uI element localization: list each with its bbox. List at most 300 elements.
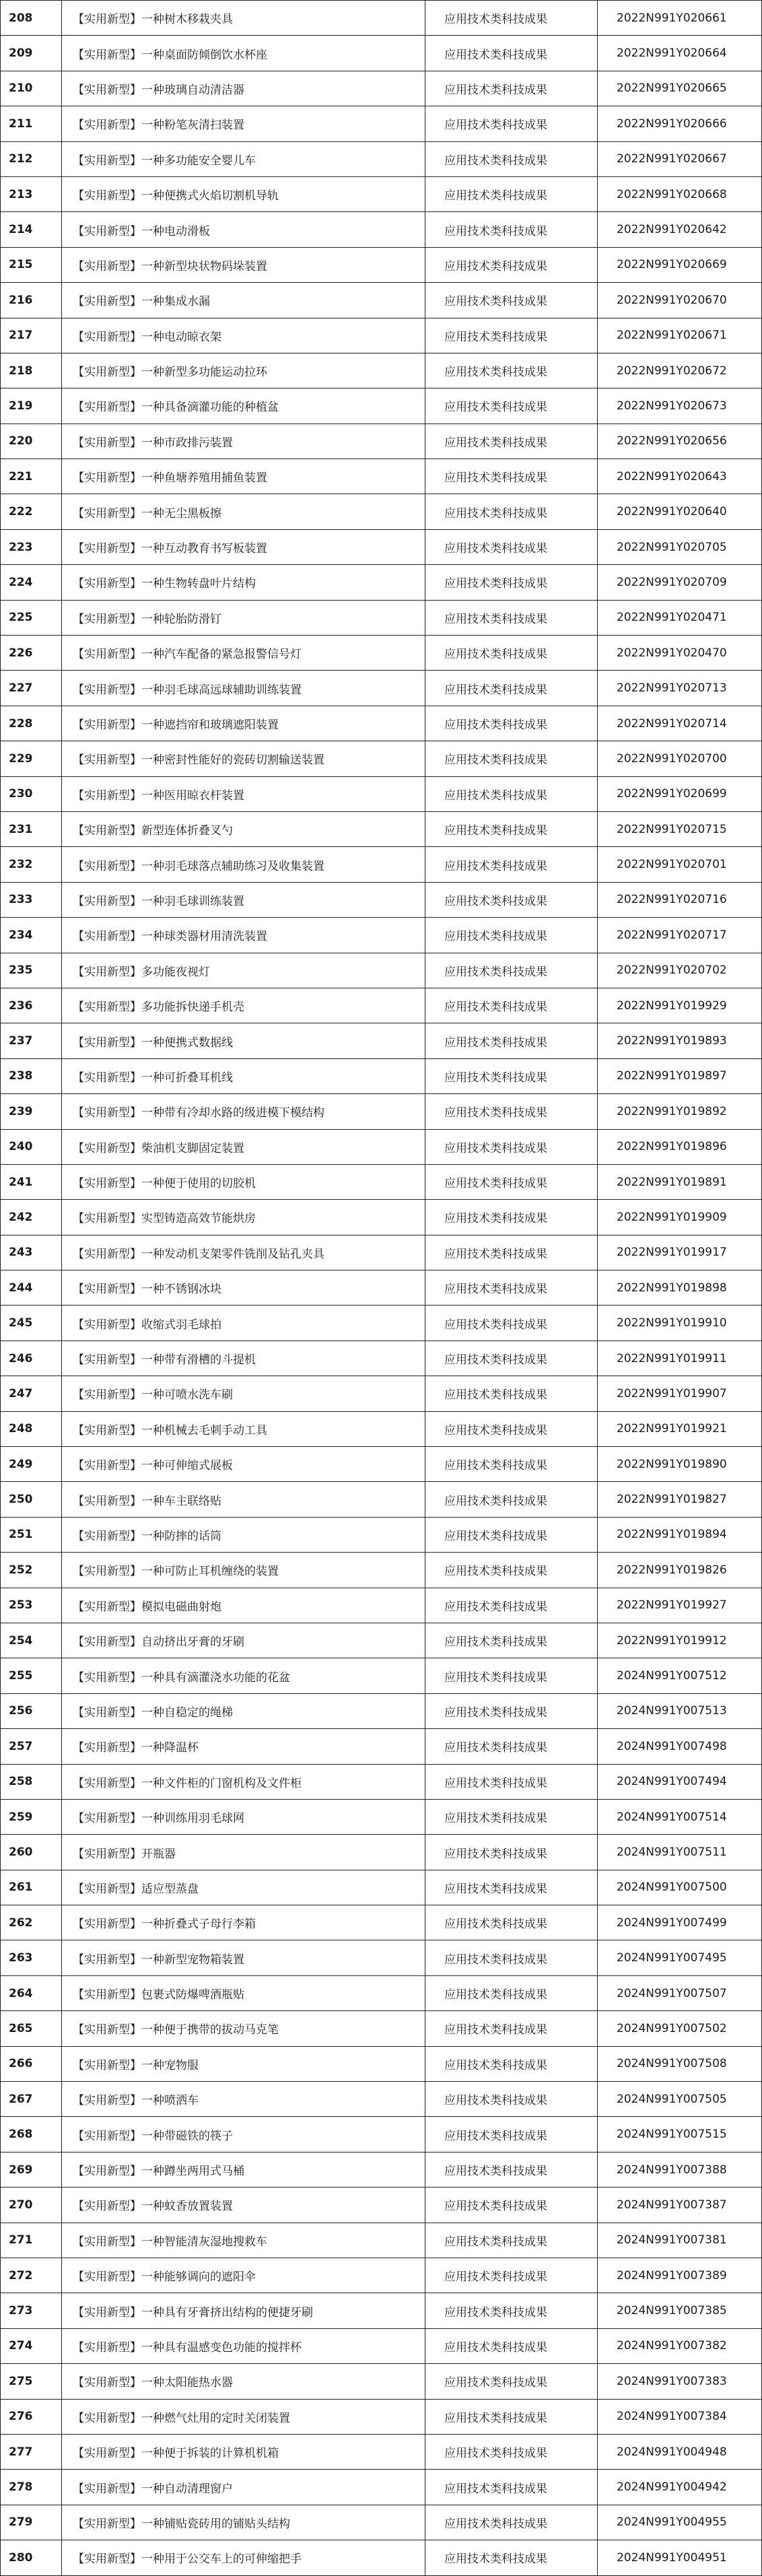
item-name-cell: 【实用新型】一种具有温感变色功能的搅拌杯 <box>62 2328 425 2363</box>
table-row <box>1 2188 762 2223</box>
category-cell: 应用技术类科技成果 <box>425 918 598 953</box>
code-cell: 2022N991Y020671 <box>598 318 762 353</box>
row-number-cell: 220 <box>1 423 62 459</box>
item-name-cell: 【实用新型】一种医用晾衣杆装置 <box>62 776 425 811</box>
code-cell: 2022N991Y020709 <box>598 565 762 600</box>
category-cell: 应用技术类科技成果 <box>425 1482 598 1517</box>
code-cell: 2024N991Y007499 <box>598 1905 762 1940</box>
code-cell: 2022N991Y020471 <box>598 600 762 635</box>
category-cell: 应用技术类科技成果 <box>425 741 598 776</box>
row-number-cell: 242 <box>1 1200 62 1235</box>
row-number-cell: 241 <box>1 1164 62 1199</box>
row-number-cell: 269 <box>1 2152 62 2187</box>
category-cell: 应用技术类科技成果 <box>425 353 598 388</box>
table-row <box>1 2540 762 2575</box>
table-row <box>1 1693 762 1728</box>
code-cell: 2022N991Y020670 <box>598 283 762 318</box>
code-cell: 2022N991Y019826 <box>598 1553 762 1588</box>
table-row <box>1 2470 762 2505</box>
row-number-cell: 249 <box>1 1447 62 1482</box>
item-name-cell: 【实用新型】开瓶器 <box>62 1835 425 1870</box>
table-row <box>1 2293 762 2328</box>
table-row <box>1 1023 762 1058</box>
row-number-cell: 276 <box>1 2399 62 2434</box>
category-cell: 应用技术类科技成果 <box>425 247 598 282</box>
row-number-cell: 226 <box>1 636 62 671</box>
item-name-cell: 【实用新型】包裹式防爆啤酒瓶贴 <box>62 1975 425 2010</box>
category-cell: 应用技术类科技成果 <box>425 1870 598 1905</box>
row-number-cell: 270 <box>1 2188 62 2223</box>
code-cell: 2024N991Y007498 <box>598 1729 762 1764</box>
item-name-cell: 【实用新型】一种生物转盘叶片结构 <box>62 565 425 600</box>
table-row <box>1 636 762 671</box>
code-cell: 2022N991Y020643 <box>598 459 762 494</box>
row-number-cell: 261 <box>1 1870 62 1905</box>
table-row <box>1 459 762 494</box>
table-row <box>1 529 762 564</box>
code-cell: 2022N991Y020715 <box>598 811 762 846</box>
item-name-cell: 【实用新型】一种自稳定的绳梯 <box>62 1693 425 1728</box>
category-cell: 应用技术类科技成果 <box>425 1975 598 2010</box>
item-name-cell: 【实用新型】一种能够调向的遮阳伞 <box>62 2258 425 2293</box>
table-row <box>1 776 762 811</box>
code-cell: 2022N991Y020470 <box>598 636 762 671</box>
table-row <box>1 2152 762 2187</box>
code-cell: 2024N991Y007385 <box>598 2293 762 2328</box>
table-row <box>1 741 762 776</box>
item-name-cell: 【实用新型】一种便于拆装的计算机机箱 <box>62 2434 425 2469</box>
category-cell: 应用技术类科技成果 <box>425 1835 598 1870</box>
category-cell: 应用技术类科技成果 <box>425 1623 598 1658</box>
row-number-cell: 217 <box>1 318 62 353</box>
row-number-cell: 238 <box>1 1058 62 1093</box>
item-name-cell: 【实用新型】一种自动清理窗户 <box>62 2470 425 2505</box>
category-cell: 应用技术类科技成果 <box>425 1658 598 1693</box>
row-number-cell: 213 <box>1 176 62 211</box>
row-number-cell: 236 <box>1 988 62 1023</box>
category-cell: 应用技术类科技成果 <box>425 1094 598 1129</box>
item-name-cell: 【实用新型】一种智能清灰湿地搜救车 <box>62 2223 425 2258</box>
category-cell: 应用技术类科技成果 <box>425 776 598 811</box>
category-cell: 应用技术类科技成果 <box>425 1376 598 1411</box>
code-cell: 2024N991Y007495 <box>598 1940 762 1975</box>
category-cell: 应用技术类科技成果 <box>425 988 598 1023</box>
row-number-cell: 277 <box>1 2434 62 2469</box>
item-name-cell: 【实用新型】一种羽毛球落点辅助练习及收集装置 <box>62 847 425 882</box>
category-cell: 应用技术类科技成果 <box>425 529 598 564</box>
row-number-cell: 247 <box>1 1376 62 1411</box>
row-number-cell: 264 <box>1 1975 62 2010</box>
item-name-cell: 【实用新型】一种轮胎防滑钉 <box>62 600 425 635</box>
code-cell: 2022N991Y019909 <box>598 1200 762 1235</box>
row-number-cell: 221 <box>1 459 62 494</box>
item-name-cell: 【实用新型】一种带磁铁的筷子 <box>62 2117 425 2152</box>
row-number-cell: 223 <box>1 529 62 564</box>
row-number-cell: 255 <box>1 1658 62 1693</box>
code-cell: 2024N991Y007383 <box>598 2364 762 2399</box>
code-cell: 2024N991Y004951 <box>598 2540 762 2575</box>
category-cell: 应用技术类科技成果 <box>425 1164 598 1199</box>
row-number-cell: 233 <box>1 882 62 917</box>
category-cell: 应用技术类科技成果 <box>425 1129 598 1164</box>
row-number-cell: 228 <box>1 706 62 741</box>
row-number-cell: 265 <box>1 2011 62 2046</box>
code-cell: 2022N991Y019911 <box>598 1341 762 1376</box>
code-cell: 2024N991Y004948 <box>598 2434 762 2469</box>
table-row <box>1 918 762 953</box>
category-cell: 应用技术类科技成果 <box>425 318 598 353</box>
item-name-cell: 【实用新型】一种燃气灶用的定时关闭装置 <box>62 2399 425 2434</box>
row-number-cell: 216 <box>1 283 62 318</box>
item-name-cell: 【实用新型】一种玻璃自动清洁器 <box>62 71 425 106</box>
code-cell: 2022N991Y019897 <box>598 1058 762 1093</box>
item-name-cell: 【实用新型】多功能拆快递手机壳 <box>62 988 425 1023</box>
row-number-cell: 257 <box>1 1729 62 1764</box>
item-name-cell: 【实用新型】自动挤出牙膏的牙刷 <box>62 1623 425 1658</box>
category-cell: 应用技术类科技成果 <box>425 1235 598 1270</box>
table-row <box>1 1940 762 1975</box>
category-cell: 应用技术类科技成果 <box>425 1058 598 1093</box>
item-name-cell: 【实用新型】一种可防止耳机缠绕的装置 <box>62 1553 425 1588</box>
category-cell: 应用技术类科技成果 <box>425 1940 598 1975</box>
table-row <box>1 1306 762 1341</box>
item-name-cell: 【实用新型】适应型蒸盘 <box>62 1870 425 1905</box>
table-row <box>1 706 762 741</box>
code-cell: 2024N991Y007500 <box>598 1870 762 1905</box>
table-row <box>1 1482 762 1517</box>
table-row <box>1 1411 762 1446</box>
row-number-cell: 208 <box>1 1 62 36</box>
table-body <box>1 1 762 2576</box>
item-name-cell: 【实用新型】一种带有冷却水路的级进模下模结构 <box>62 1094 425 1129</box>
item-name-cell: 【实用新型】实型铸造高效节能烘房 <box>62 1200 425 1235</box>
category-cell: 应用技术类科技成果 <box>425 1270 598 1306</box>
category-cell: 应用技术类科技成果 <box>425 2434 598 2469</box>
table-row <box>1 2328 762 2363</box>
category-cell: 应用技术类科技成果 <box>425 36 598 71</box>
code-cell: 2022N991Y019827 <box>598 1482 762 1517</box>
category-cell: 应用技术类科技成果 <box>425 1517 598 1552</box>
category-cell: 应用技术类科技成果 <box>425 636 598 671</box>
row-number-cell: 234 <box>1 918 62 953</box>
code-cell: 2022N991Y020642 <box>598 212 762 247</box>
item-name-cell: 【实用新型】一种防摔的话筒 <box>62 1517 425 1552</box>
code-cell: 2022N991Y020664 <box>598 36 762 71</box>
table-row <box>1 247 762 282</box>
table-row <box>1 1517 762 1552</box>
row-number-cell: 259 <box>1 1799 62 1834</box>
item-name-cell: 【实用新型】一种多功能安全婴儿车 <box>62 141 425 176</box>
code-cell: 2024N991Y007515 <box>598 2117 762 2152</box>
row-number-cell: 280 <box>1 2540 62 2575</box>
table-row <box>1 176 762 211</box>
category-cell: 应用技术类科技成果 <box>425 459 598 494</box>
category-cell: 应用技术类科技成果 <box>425 2188 598 2223</box>
code-cell: 2024N991Y004955 <box>598 2505 762 2540</box>
item-name-cell: 【实用新型】一种可喷水洗车刷 <box>62 1376 425 1411</box>
table-row <box>1 494 762 529</box>
table-row <box>1 988 762 1023</box>
item-name-cell: 【实用新型】一种太阳能热水器 <box>62 2364 425 2399</box>
table-row <box>1 2011 762 2046</box>
category-cell: 应用技术类科技成果 <box>425 2328 598 2363</box>
table-row <box>1 2364 762 2399</box>
category-cell: 应用技术类科技成果 <box>425 1693 598 1728</box>
table-row <box>1 600 762 635</box>
row-number-cell: 250 <box>1 1482 62 1517</box>
item-name-cell: 【实用新型】一种新型宠物箱装置 <box>62 1940 425 1975</box>
table-row <box>1 671 762 706</box>
code-cell: 2024N991Y007513 <box>598 1693 762 1728</box>
row-number-cell: 254 <box>1 1623 62 1658</box>
code-cell: 2024N991Y007512 <box>598 1658 762 1693</box>
category-cell: 应用技术类科技成果 <box>425 811 598 846</box>
table-row <box>1 1553 762 1588</box>
row-number-cell: 246 <box>1 1341 62 1376</box>
row-number-cell: 230 <box>1 776 62 811</box>
row-number-cell: 231 <box>1 811 62 846</box>
code-cell: 2022N991Y019893 <box>598 1023 762 1058</box>
item-name-cell: 【实用新型】一种具有牙膏挤出结构的便捷牙刷 <box>62 2293 425 2328</box>
table-row <box>1 1764 762 1799</box>
category-cell: 应用技术类科技成果 <box>425 847 598 882</box>
table-row <box>1 141 762 176</box>
category-cell: 应用技术类科技成果 <box>425 1799 598 1834</box>
item-name-cell: 【实用新型】模拟电磁曲射炮 <box>62 1588 425 1623</box>
table-row <box>1 106 762 141</box>
category-cell: 应用技术类科技成果 <box>425 1729 598 1764</box>
table-row <box>1 353 762 388</box>
row-number-cell: 256 <box>1 1693 62 1728</box>
category-cell: 应用技术类科技成果 <box>425 2505 598 2540</box>
code-cell: 2022N991Y020667 <box>598 141 762 176</box>
item-name-cell: 【实用新型】一种宠物服 <box>62 2046 425 2081</box>
category-cell: 应用技术类科技成果 <box>425 706 598 741</box>
category-cell: 应用技术类科技成果 <box>425 1341 598 1376</box>
category-cell: 应用技术类科技成果 <box>425 388 598 423</box>
table-row <box>1 847 762 882</box>
code-cell: 2024N991Y007502 <box>598 2011 762 2046</box>
code-cell: 2024N991Y007387 <box>598 2188 762 2223</box>
code-cell: 2022N991Y019907 <box>598 1376 762 1411</box>
code-cell: 2022N991Y020705 <box>598 529 762 564</box>
table-row <box>1 318 762 353</box>
item-name-cell: 【实用新型】一种市政排污装置 <box>62 423 425 459</box>
category-cell: 应用技术类科技成果 <box>425 1553 598 1588</box>
code-cell: 2022N991Y020640 <box>598 494 762 529</box>
category-cell: 应用技术类科技成果 <box>425 106 598 141</box>
code-cell: 2022N991Y019894 <box>598 1517 762 1552</box>
item-name-cell: 【实用新型】一种折叠式子母行李箱 <box>62 1905 425 1940</box>
table-row <box>1 1975 762 2010</box>
code-cell: 2024N991Y007389 <box>598 2258 762 2293</box>
category-cell: 应用技术类科技成果 <box>425 2293 598 2328</box>
category-cell: 应用技术类科技成果 <box>425 2399 598 2434</box>
category-cell: 应用技术类科技成果 <box>425 953 598 988</box>
table-row <box>1 1200 762 1235</box>
row-number-cell: 271 <box>1 2223 62 2258</box>
code-cell: 2022N991Y019898 <box>598 1270 762 1306</box>
row-number-cell: 267 <box>1 2082 62 2117</box>
code-cell: 2022N991Y019927 <box>598 1588 762 1623</box>
category-cell: 应用技术类科技成果 <box>425 494 598 529</box>
category-cell: 应用技术类科技成果 <box>425 565 598 600</box>
category-cell: 应用技术类科技成果 <box>425 2364 598 2399</box>
item-name-cell: 【实用新型】一种降温杯 <box>62 1729 425 1764</box>
item-name-cell: 【实用新型】一种蹲坐两用式马桶 <box>62 2152 425 2187</box>
table-row <box>1 1129 762 1164</box>
category-cell: 应用技术类科技成果 <box>425 1588 598 1623</box>
item-name-cell: 【实用新型】一种电动滑板 <box>62 212 425 247</box>
item-name-cell: 【实用新型】一种鱼塘养殖用捕鱼装置 <box>62 459 425 494</box>
item-name-cell: 【实用新型】柴油机支脚固定装置 <box>62 1129 425 1164</box>
code-cell: 2022N991Y020716 <box>598 882 762 917</box>
code-cell: 2024N991Y007384 <box>598 2399 762 2434</box>
table-row <box>1 1623 762 1658</box>
category-cell: 应用技术类科技成果 <box>425 882 598 917</box>
row-number-cell: 278 <box>1 2470 62 2505</box>
table-row <box>1 1658 762 1693</box>
table-row <box>1 2505 762 2540</box>
code-cell: 2024N991Y007381 <box>598 2223 762 2258</box>
category-cell: 应用技术类科技成果 <box>425 671 598 706</box>
table-row <box>1 882 762 917</box>
row-number-cell: 243 <box>1 1235 62 1270</box>
row-number-cell: 258 <box>1 1764 62 1799</box>
code-cell: 2024N991Y007505 <box>598 2082 762 2117</box>
category-cell: 应用技术类科技成果 <box>425 2046 598 2081</box>
row-number-cell: 214 <box>1 212 62 247</box>
item-name-cell: 【实用新型】一种粉笔灰清扫装置 <box>62 106 425 141</box>
table-row <box>1 1729 762 1764</box>
code-cell: 2022N991Y019929 <box>598 988 762 1023</box>
code-cell: 2024N991Y007514 <box>598 1799 762 1834</box>
code-cell: 2022N991Y020700 <box>598 741 762 776</box>
table-row <box>1 2223 762 2258</box>
category-cell: 应用技术类科技成果 <box>425 2470 598 2505</box>
table-row <box>1 1 762 36</box>
item-name-cell: 【实用新型】一种便携式火焰切割机导轨 <box>62 176 425 211</box>
category-cell: 应用技术类科技成果 <box>425 1200 598 1235</box>
table-row <box>1 2399 762 2434</box>
item-name-cell: 【实用新型】一种训练用羽毛球网 <box>62 1799 425 1834</box>
code-cell: 2024N991Y007494 <box>598 1764 762 1799</box>
category-cell: 应用技术类科技成果 <box>425 600 598 635</box>
table-row <box>1 2082 762 2117</box>
table-row <box>1 1905 762 1940</box>
category-cell: 应用技术类科技成果 <box>425 176 598 211</box>
item-name-cell: 【实用新型】多功能夜视灯 <box>62 953 425 988</box>
row-number-cell: 240 <box>1 1129 62 1164</box>
code-cell: 2022N991Y019890 <box>598 1447 762 1482</box>
table-row <box>1 1376 762 1411</box>
table-row <box>1 71 762 106</box>
table-row <box>1 1588 762 1623</box>
row-number-cell: 275 <box>1 2364 62 2399</box>
code-cell: 2022N991Y019892 <box>598 1094 762 1129</box>
code-cell: 2024N991Y007507 <box>598 1975 762 2010</box>
code-cell: 2022N991Y020701 <box>598 847 762 882</box>
row-number-cell: 229 <box>1 741 62 776</box>
category-cell: 应用技术类科技成果 <box>425 71 598 106</box>
table-row <box>1 2434 762 2469</box>
category-cell: 应用技术类科技成果 <box>425 2152 598 2187</box>
category-cell: 应用技术类科技成果 <box>425 1411 598 1446</box>
code-cell: 2022N991Y020673 <box>598 388 762 423</box>
row-number-cell: 222 <box>1 494 62 529</box>
item-name-cell: 【实用新型】一种具备滴灌功能的种植盆 <box>62 388 425 423</box>
item-name-cell: 【实用新型】一种不锈钢冰块 <box>62 1270 425 1306</box>
row-number-cell: 237 <box>1 1023 62 1058</box>
category-cell: 应用技术类科技成果 <box>425 283 598 318</box>
row-number-cell: 245 <box>1 1306 62 1341</box>
table-row <box>1 811 762 846</box>
item-name-cell: 【实用新型】一种羽毛球高远球辅助训练装置 <box>62 671 425 706</box>
item-name-cell: 【实用新型】一种桌面防倾倒饮水杯座 <box>62 36 425 71</box>
table-row <box>1 2258 762 2293</box>
item-name-cell: 【实用新型】一种汽车配备的紧急报警信号灯 <box>62 636 425 671</box>
row-number-cell: 266 <box>1 2046 62 2081</box>
item-name-cell: 【实用新型】一种文件柜的门窗机构及文件柜 <box>62 1764 425 1799</box>
table-row <box>1 1094 762 1129</box>
item-name-cell: 【实用新型】收缩式羽毛球拍 <box>62 1306 425 1341</box>
item-name-cell: 【实用新型】一种可折叠耳机线 <box>62 1058 425 1093</box>
item-name-cell: 【实用新型】一种集成水漏 <box>62 283 425 318</box>
item-name-cell: 【实用新型】一种电动晾衣架 <box>62 318 425 353</box>
row-number-cell: 239 <box>1 1094 62 1129</box>
item-name-cell: 【实用新型】一种新型多功能运动拉环 <box>62 353 425 388</box>
code-cell: 2024N991Y007382 <box>598 2328 762 2363</box>
category-cell: 应用技术类科技成果 <box>425 2082 598 2117</box>
table-row <box>1 388 762 423</box>
item-name-cell: 【实用新型】一种喷洒车 <box>62 2082 425 2117</box>
code-cell: 2022N991Y020699 <box>598 776 762 811</box>
row-number-cell: 274 <box>1 2328 62 2363</box>
category-cell: 应用技术类科技成果 <box>425 1447 598 1482</box>
category-cell: 应用技术类科技成果 <box>425 2223 598 2258</box>
code-cell: 2022N991Y020669 <box>598 247 762 282</box>
row-number-cell: 215 <box>1 247 62 282</box>
category-cell: 应用技术类科技成果 <box>425 1 598 36</box>
item-name-cell: 【实用新型】一种羽毛球训练装置 <box>62 882 425 917</box>
row-number-cell: 235 <box>1 953 62 988</box>
item-name-cell: 【实用新型】一种便携式数据线 <box>62 1023 425 1058</box>
row-number-cell: 218 <box>1 353 62 388</box>
item-name-cell: 【实用新型】一种可伸缩式展板 <box>62 1447 425 1482</box>
category-cell: 应用技术类科技成果 <box>425 2011 598 2046</box>
code-cell: 2024N991Y007388 <box>598 2152 762 2187</box>
item-name-cell: 【实用新型】一种用于公交车上的可伸缩把手 <box>62 2540 425 2575</box>
table-row <box>1 565 762 600</box>
category-cell: 应用技术类科技成果 <box>425 423 598 459</box>
table-row <box>1 1870 762 1905</box>
item-name-cell: 【实用新型】一种便于携带的拔动马克笔 <box>62 2011 425 2046</box>
table-row <box>1 423 762 459</box>
item-name-cell: 【实用新型】一种车主联络贴 <box>62 1482 425 1517</box>
table-row <box>1 1799 762 1834</box>
code-cell: 2024N991Y007508 <box>598 2046 762 2081</box>
code-cell: 2022N991Y020713 <box>598 671 762 706</box>
row-number-cell: 227 <box>1 671 62 706</box>
row-number-cell: 253 <box>1 1588 62 1623</box>
code-cell: 2022N991Y020661 <box>598 1 762 36</box>
row-number-cell: 224 <box>1 565 62 600</box>
row-number-cell: 268 <box>1 2117 62 2152</box>
code-cell: 2022N991Y019896 <box>598 1129 762 1164</box>
category-cell: 应用技术类科技成果 <box>425 2540 598 2575</box>
code-cell: 2022N991Y020672 <box>598 353 762 388</box>
table-row <box>1 1058 762 1093</box>
